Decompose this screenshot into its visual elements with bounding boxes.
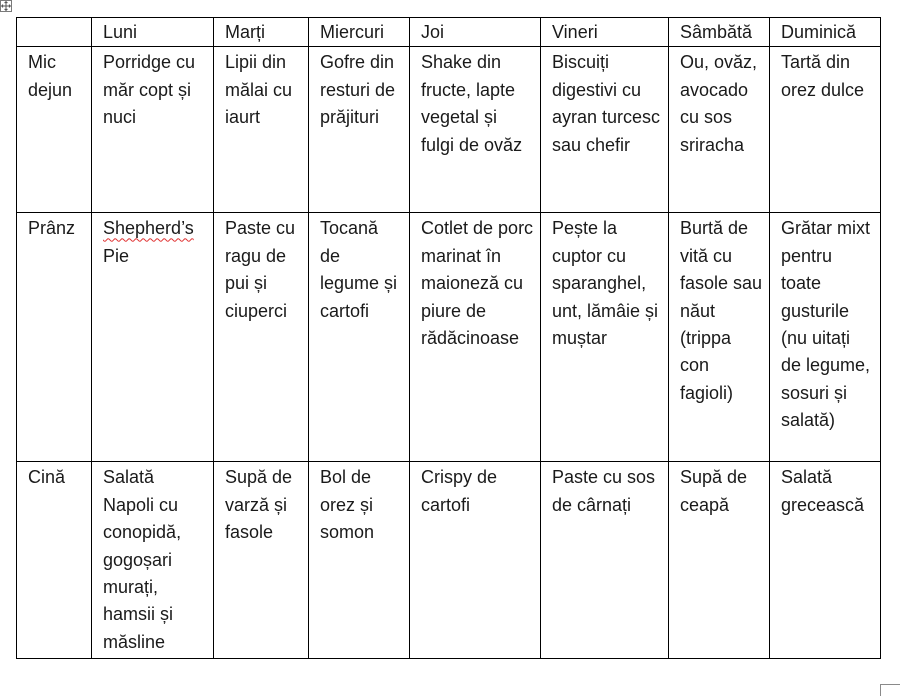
table-cell[interactable]: Salată grecească bbox=[770, 462, 881, 659]
table-resize-handle[interactable] bbox=[880, 684, 900, 696]
table-cell[interactable]: Porridge cu măr copt și nuci bbox=[92, 47, 214, 213]
row-label-pranz[interactable]: Prânz bbox=[17, 213, 92, 462]
table-cell[interactable]: Grătar mixt pentru toate gusturile (nu uitați de legume, sosuri și salată) bbox=[770, 213, 881, 462]
table-cell[interactable]: Crispy de cartofi bbox=[410, 462, 541, 659]
header-cell-duminica[interactable]: Duminică bbox=[770, 18, 881, 47]
weekly-meal-table bbox=[16, 17, 881, 659]
spellcheck-flagged-word[interactable]: Shepherd’s bbox=[103, 218, 194, 239]
table-cell[interactable]: Salată Napoli cu conopidă, gogoșari murați, hamsii și măsline bbox=[92, 462, 214, 659]
row-label-mic-dejun[interactable]: Mic dejun bbox=[17, 47, 92, 213]
table-cell[interactable]: Burtă de vită cu fasole sau năut (trippa con fagioli) bbox=[669, 213, 770, 462]
table-cell[interactable]: Supă de varză și fasole bbox=[214, 462, 309, 659]
row-label-cina[interactable]: Cină bbox=[17, 462, 92, 659]
table-cell[interactable]: Tocană de legume și cartofi bbox=[309, 213, 410, 462]
header-cell-vineri[interactable]: Vineri bbox=[541, 18, 669, 47]
table-cell[interactable]: Biscuiți digestivi cu ayran turcesc sau chefir bbox=[541, 47, 669, 213]
table-cell[interactable]: Paste cu ragu de pui și ciuperci bbox=[214, 213, 309, 462]
table-row-cina bbox=[17, 462, 881, 659]
table-cell[interactable] bbox=[92, 213, 214, 462]
table-cell[interactable]: Tartă din orez dulce bbox=[770, 47, 881, 213]
table-cell[interactable]: Bol de orez și somon bbox=[309, 462, 410, 659]
header-cell-marti[interactable]: Marți bbox=[214, 18, 309, 47]
cell-text-rest: Pie bbox=[103, 245, 130, 266]
table-row-pranz bbox=[17, 213, 881, 462]
header-cell-joi[interactable]: Joi bbox=[410, 18, 541, 47]
header-cell-luni[interactable]: Luni bbox=[92, 18, 214, 47]
table-cell[interactable]: Cotlet de porc marinat în maioneză cu piure de rădăcinoase bbox=[410, 213, 541, 462]
table-row-mic-dejun bbox=[17, 47, 881, 213]
table-cell[interactable]: Shake din fructe, lapte vegetal și fulgi de ovăz bbox=[410, 47, 541, 213]
table-cell[interactable]: Gofre din resturi de prăjituri bbox=[309, 47, 410, 213]
header-cell-sambata[interactable]: Sâmbătă bbox=[669, 18, 770, 47]
table-cell[interactable]: Lipii din mălai cu iaurt bbox=[214, 47, 309, 213]
table-header-row bbox=[17, 18, 881, 47]
table-move-handle-icon[interactable] bbox=[0, 0, 12, 12]
table-cell[interactable]: Paste cu sos de cârnați bbox=[541, 462, 669, 659]
header-cell-miercuri[interactable]: Miercuri bbox=[309, 18, 410, 47]
table-cell-corner[interactable] bbox=[17, 18, 92, 47]
table-cell[interactable]: Supă de ceapă bbox=[669, 462, 770, 659]
table-cell[interactable]: Pește la cuptor cu sparanghel, unt, lămâie și muștar bbox=[541, 213, 669, 462]
table-cell[interactable]: Ou, ovăz, avocado cu sos sriracha bbox=[669, 47, 770, 213]
